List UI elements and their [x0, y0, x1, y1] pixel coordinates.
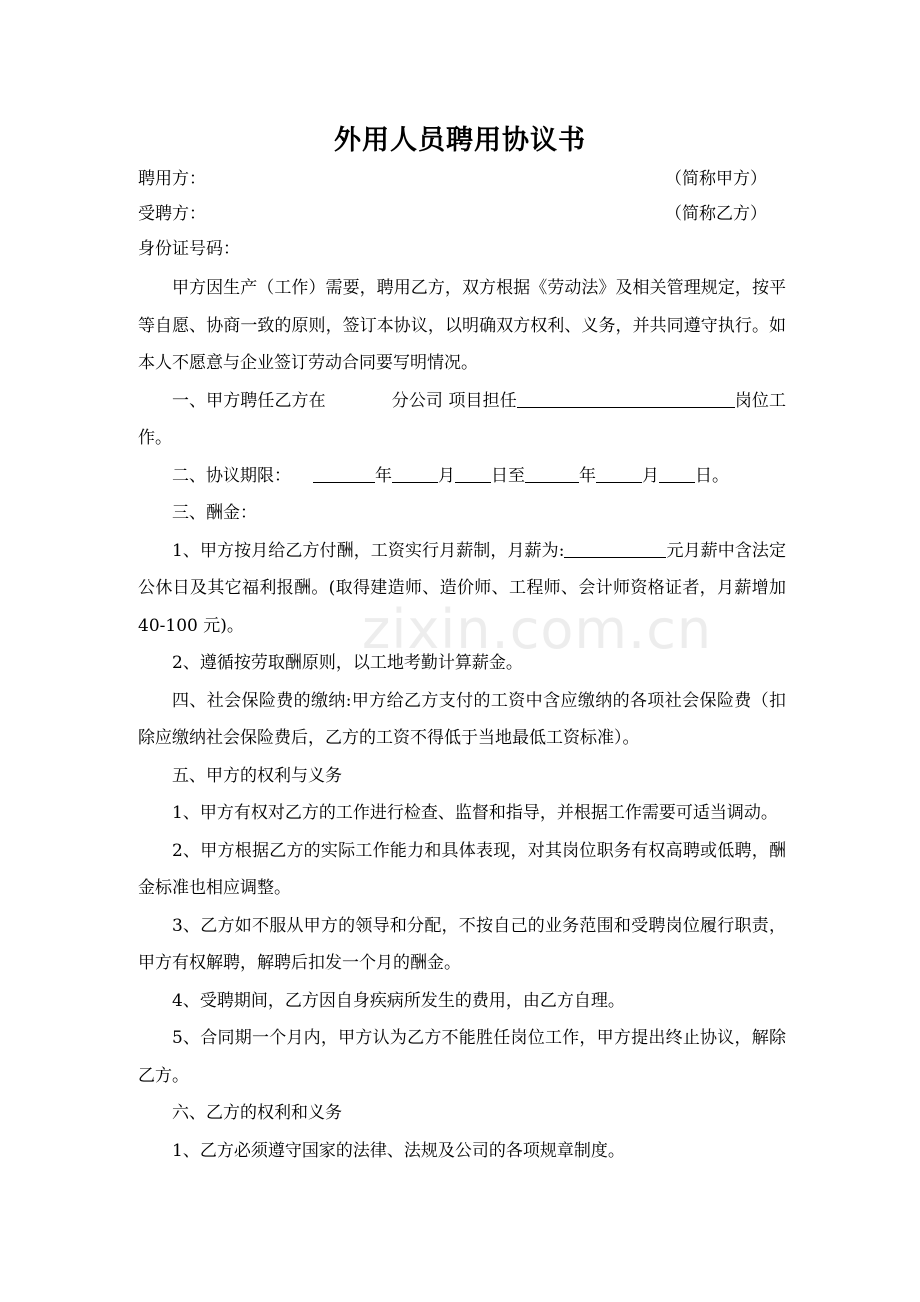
clause-5-4: 4、受聘期间，乙方因自身疾病所发生的费用，由乙方自理。: [172, 990, 625, 1011]
salary-blank[interactable]: [564, 539, 666, 558]
clause-6-1: 1、乙方必须遵守国家的法律、法规及公司的各项规章制度。: [172, 1140, 625, 1161]
end-year-blank[interactable]: [525, 464, 579, 483]
clause-5-3: 3、乙方如不服从甲方的领导和分配，不按自己的业务范围和受聘岗位履行职责，甲方有权解聘，解聘后扣发一个月的酬金。: [138, 915, 786, 973]
clause-2-year: 年: [375, 465, 392, 486]
clause-2-label: 二、协议期限：: [172, 465, 291, 486]
employer-label: 聘用方：: [138, 169, 206, 189]
clause-5-5: 5、合同期一个月内，甲方认为乙方不能胜任岗位工作，甲方提出终止协议，解除乙方。: [138, 1028, 786, 1086]
clause-6-heading: 六、乙方的权利和义务: [172, 1103, 342, 1123]
clause-1-part1: 一、甲方聘任乙方在: [172, 390, 326, 411]
clause-3-heading: 三、酬金：: [172, 503, 257, 523]
employer-note: （简称甲方）: [665, 169, 767, 189]
start-year-blank[interactable]: [313, 464, 375, 483]
end-month-blank[interactable]: [596, 464, 642, 483]
start-month-blank[interactable]: [392, 464, 438, 483]
employee-note: （简称乙方）: [665, 204, 767, 224]
clause-5-heading: 五、甲方的权利与义务: [172, 765, 342, 786]
clause-5-1: 1、甲方有权对乙方的工作进行检查、监督和指导，并根据工作需要可适当调动。: [172, 803, 778, 823]
clause-3-1-after: 元月薪中含法定公休日及其它福利报酬。(取得建造师、造价师、工程师、会计师资格证者，月薪增加 40-100 元)。: [138, 540, 787, 636]
position-blank[interactable]: [517, 389, 735, 408]
clause-1-part2: 分公司 项目担任: [391, 390, 517, 411]
clause-1: [138, 383, 786, 458]
clause-5-2: 2、甲方根据乙方的实际工作能力和具体表现，对其岗位职务有权高聘或低聘，酬金标准也相应调整。: [138, 840, 786, 898]
clause-3-1-before: 1、甲方按月给乙方付酬，工资实行月薪制，月薪为:: [172, 540, 565, 561]
clause-2-day-to: 日至: [491, 465, 525, 486]
clause-1-part3: 岗位工作。: [138, 390, 787, 448]
clause-2-year2: 年: [579, 465, 596, 486]
clause-4: 四、社会保险费的缴纳:甲方给乙方支付的工资中含应缴纳的各项社会保险费（扣除应缴纳社会保险费后，乙方的工资不得低于当地最低工资标准）。: [138, 690, 786, 748]
clause-2-month: 月: [438, 465, 455, 486]
clause-3-2: 2、遵循按劳取酬原则，以工地考勤计算薪金。: [172, 653, 523, 673]
employer-row: [138, 167, 788, 191]
agreement-body: [138, 270, 786, 1170]
watermark: zixin.com.cn: [362, 598, 713, 661]
id-number-row: [138, 237, 788, 261]
intro-paragraph: 甲方因生产（工作）需要，聘用乙方，双方根据《劳动法》及相关管理规定，按平等自愿、协商一致的原则，签订本协议，以明确双方权利、义务，并共同遵守执行。如本人不愿意与企业签订劳动合同要写明情况。: [138, 278, 786, 373]
employee-row: [138, 202, 788, 226]
start-day-blank[interactable]: [455, 464, 491, 483]
clause-2-day-end: 日。: [695, 465, 729, 486]
employee-label: 受聘方：: [138, 204, 206, 224]
clause-2: [138, 458, 786, 496]
clause-3-1: [138, 533, 786, 646]
id-number-label: 身份证号码：: [138, 239, 240, 259]
document-title: 外用人员聘用协议书: [334, 125, 586, 156]
end-day-blank[interactable]: [659, 464, 695, 483]
clause-2-month2: 月: [642, 465, 659, 486]
